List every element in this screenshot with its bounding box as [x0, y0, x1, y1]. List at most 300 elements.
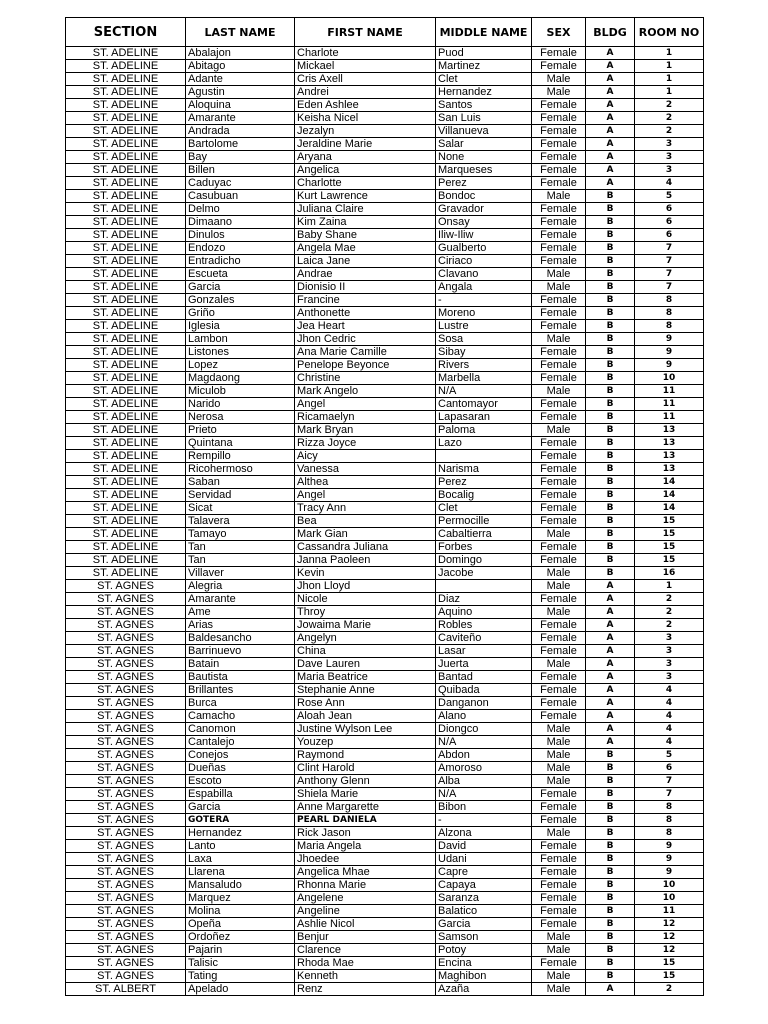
- first-name-cell: Ricamaelyn: [295, 411, 436, 424]
- bldg-cell: B: [586, 424, 635, 437]
- sex-cell: Female: [532, 619, 586, 632]
- sex-cell: Female: [532, 489, 586, 502]
- sex-cell: Male: [532, 528, 586, 541]
- table-row: [66, 866, 704, 879]
- table-body: [66, 47, 704, 996]
- last-name-cell: Canomon: [186, 723, 295, 736]
- bldg-cell: A: [586, 632, 635, 645]
- section-cell: ST. ADELINE: [66, 450, 186, 463]
- last-name-cell: Camacho: [186, 710, 295, 723]
- section-cell: ST. ADELINE: [66, 476, 186, 489]
- bldg-cell: B: [586, 840, 635, 853]
- first-name-cell: Angelica Mhae: [295, 866, 436, 879]
- bldg-cell: B: [586, 931, 635, 944]
- middle-name-cell: Marbella: [436, 372, 532, 385]
- bldg-cell: A: [586, 606, 635, 619]
- last-name-cell: Ordoñez: [186, 931, 295, 944]
- section-cell: ST. AGNES: [66, 710, 186, 723]
- table-row: [66, 645, 704, 658]
- section-cell: ST. ADELINE: [66, 268, 186, 281]
- middle-name-cell: Permocille: [436, 515, 532, 528]
- table-row: [66, 151, 704, 164]
- last-name-cell: Prieto: [186, 424, 295, 437]
- section-cell: ST. ADELINE: [66, 203, 186, 216]
- first-name-cell: Justine Wylson Lee: [295, 723, 436, 736]
- sex-cell: Female: [532, 151, 586, 164]
- first-name-cell: Clint Harold: [295, 762, 436, 775]
- sex-cell: Male: [532, 333, 586, 346]
- sex-cell: Female: [532, 840, 586, 853]
- middle-name-cell: N/A: [436, 788, 532, 801]
- middle-name-cell: Quibada: [436, 684, 532, 697]
- bldg-cell: B: [586, 203, 635, 216]
- first-name-cell: Jea Heart: [295, 320, 436, 333]
- section-cell: ST. ADELINE: [66, 346, 186, 359]
- first-name-cell: Stephanie Anne: [295, 684, 436, 697]
- first-name-cell: Baby Shane: [295, 229, 436, 242]
- last-name-cell: Abalajon: [186, 47, 295, 60]
- first-name-cell: Rose Ann: [295, 697, 436, 710]
- table-row: [66, 541, 704, 554]
- sex-cell: Female: [532, 437, 586, 450]
- last-name-cell: Villaver: [186, 567, 295, 580]
- section-cell: ST. AGNES: [66, 866, 186, 879]
- table-row: [66, 983, 704, 996]
- room-no-cell: 13: [635, 463, 704, 476]
- first-name-cell: Benjur: [295, 931, 436, 944]
- table-row: [66, 606, 704, 619]
- sex-cell: Female: [532, 814, 586, 827]
- bldg-cell: A: [586, 697, 635, 710]
- bldg-cell: B: [586, 853, 635, 866]
- middle-name-cell: Alba: [436, 775, 532, 788]
- section-cell: ST. ADELINE: [66, 424, 186, 437]
- section-cell: ST. AGNES: [66, 684, 186, 697]
- middle-name-cell: Cabaltierra: [436, 528, 532, 541]
- middle-name-cell: Caviteño: [436, 632, 532, 645]
- section-cell: ST. AGNES: [66, 658, 186, 671]
- middle-name-cell: Bocalig: [436, 489, 532, 502]
- table-row: [66, 736, 704, 749]
- room-no-cell: 3: [635, 658, 704, 671]
- bldg-cell: A: [586, 710, 635, 723]
- room-no-cell: 4: [635, 684, 704, 697]
- first-name-cell: Nicole: [295, 593, 436, 606]
- middle-name-cell: Clavano: [436, 268, 532, 281]
- table-row: [66, 385, 704, 398]
- room-no-cell: 6: [635, 203, 704, 216]
- room-no-cell: 8: [635, 307, 704, 320]
- sex-header: SEX: [532, 18, 586, 47]
- first-name-cell: Maria Beatrice: [295, 671, 436, 684]
- middle-name-cell: Abdon: [436, 749, 532, 762]
- room-no-cell: 7: [635, 788, 704, 801]
- room-no-cell: 2: [635, 606, 704, 619]
- first-name-cell: Vanessa: [295, 463, 436, 476]
- last-name-cell: Agustin: [186, 86, 295, 99]
- room-no-cell: 11: [635, 398, 704, 411]
- sex-cell: Female: [532, 892, 586, 905]
- last-name-cell: Narido: [186, 398, 295, 411]
- room-no-cell: 4: [635, 723, 704, 736]
- middle-name-cell: Moreno: [436, 307, 532, 320]
- first-name-cell: Andrae: [295, 268, 436, 281]
- section-cell: ST. ADELINE: [66, 177, 186, 190]
- room-no-cell: 1: [635, 580, 704, 593]
- table-row: [66, 788, 704, 801]
- room-no-cell: 7: [635, 255, 704, 268]
- middle-name-cell: Capre: [436, 866, 532, 879]
- last-name-cell: Rempillo: [186, 450, 295, 463]
- sex-cell: Female: [532, 372, 586, 385]
- section-cell: ST. ADELINE: [66, 567, 186, 580]
- section-cell: ST. AGNES: [66, 645, 186, 658]
- room-no-cell: 9: [635, 853, 704, 866]
- middle-name-cell: Lasar: [436, 645, 532, 658]
- first-name-cell: Juliana Claire: [295, 203, 436, 216]
- last-name-cell: Barrinuevo: [186, 645, 295, 658]
- table-row: [66, 281, 704, 294]
- sex-cell: Female: [532, 294, 586, 307]
- room-no-cell: 2: [635, 593, 704, 606]
- last-name-cell: Talavera: [186, 515, 295, 528]
- bldg-cell: B: [586, 489, 635, 502]
- bldg-cell: A: [586, 60, 635, 73]
- sex-cell: Female: [532, 957, 586, 970]
- last-name-cell: Lopez: [186, 359, 295, 372]
- first-name-cell: Rhonna Marie: [295, 879, 436, 892]
- table-row: [66, 242, 704, 255]
- bldg-cell: B: [586, 281, 635, 294]
- sex-cell: Male: [532, 931, 586, 944]
- room-no-cell: 6: [635, 216, 704, 229]
- middle-name-cell: Lustre: [436, 320, 532, 333]
- middle-name-cell: Bantad: [436, 671, 532, 684]
- sex-cell: Male: [532, 606, 586, 619]
- table-row: [66, 73, 704, 86]
- last-name-cell: Iglesia: [186, 320, 295, 333]
- middle-name-cell: Domingo: [436, 554, 532, 567]
- room-no-cell: 15: [635, 528, 704, 541]
- sex-cell: Female: [532, 645, 586, 658]
- sex-cell: Female: [532, 60, 586, 73]
- bldg-cell: A: [586, 580, 635, 593]
- section-cell: ST. ADELINE: [66, 151, 186, 164]
- first-name-cell: Cassandra Juliana: [295, 541, 436, 554]
- first-name-cell: Francine: [295, 294, 436, 307]
- section-cell: ST. AGNES: [66, 905, 186, 918]
- section-cell: ST. ADELINE: [66, 398, 186, 411]
- sex-cell: Female: [532, 788, 586, 801]
- first-name-cell: Andrei: [295, 86, 436, 99]
- bldg-cell: B: [586, 801, 635, 814]
- bldg-cell: A: [586, 645, 635, 658]
- middle-name-cell: Gravador: [436, 203, 532, 216]
- middle-name-cell: Rivers: [436, 359, 532, 372]
- room-no-cell: 11: [635, 385, 704, 398]
- middle-name-cell: Sibay: [436, 346, 532, 359]
- table-row: [66, 749, 704, 762]
- sex-cell: Female: [532, 697, 586, 710]
- sex-cell: Female: [532, 307, 586, 320]
- room-no-cell: 9: [635, 346, 704, 359]
- sex-cell: Female: [532, 398, 586, 411]
- middle-name-cell: Alano: [436, 710, 532, 723]
- last-name-cell: Tan: [186, 554, 295, 567]
- first-name-cell: Raymond: [295, 749, 436, 762]
- room-no-cell: 12: [635, 944, 704, 957]
- sex-cell: Female: [532, 918, 586, 931]
- bldg-cell: A: [586, 736, 635, 749]
- last-name-cell: Tamayo: [186, 528, 295, 541]
- last-name-cell: Ricohermoso: [186, 463, 295, 476]
- table-row: [66, 164, 704, 177]
- bldg-cell: B: [586, 359, 635, 372]
- last-name-cell: Dueñas: [186, 762, 295, 775]
- bldg-cell: B: [586, 762, 635, 775]
- table-row: [66, 918, 704, 931]
- bldg-cell: B: [586, 515, 635, 528]
- table-row: [66, 203, 704, 216]
- sex-cell: Male: [532, 723, 586, 736]
- table-row: [66, 268, 704, 281]
- first-name-cell: Aryana: [295, 151, 436, 164]
- bldg-cell: B: [586, 814, 635, 827]
- room-no-cell: 4: [635, 177, 704, 190]
- sex-cell: Male: [532, 567, 586, 580]
- middle-name-cell: Sosa: [436, 333, 532, 346]
- bldg-cell: B: [586, 749, 635, 762]
- section-cell: ST. ADELINE: [66, 86, 186, 99]
- middle-name-cell: Forbes: [436, 541, 532, 554]
- sex-cell: Female: [532, 164, 586, 177]
- first-name-cell: Angela Mae: [295, 242, 436, 255]
- last-name-cell: Mansaludo: [186, 879, 295, 892]
- section-cell: ST. ADELINE: [66, 60, 186, 73]
- sex-cell: Female: [532, 346, 586, 359]
- room-no-cell: 10: [635, 879, 704, 892]
- last-name-cell: Abitago: [186, 60, 295, 73]
- middle-name-cell: Puod: [436, 47, 532, 60]
- sex-cell: Male: [532, 970, 586, 983]
- middle-name-cell: Martinez: [436, 60, 532, 73]
- middle-name-cell: Hernandez: [436, 86, 532, 99]
- room-no-cell: 3: [635, 164, 704, 177]
- sex-cell: Female: [532, 47, 586, 60]
- table-row: [66, 47, 704, 60]
- bldg-cell: B: [586, 476, 635, 489]
- bldg-cell: A: [586, 658, 635, 671]
- table-row: [66, 476, 704, 489]
- room-no-cell: 9: [635, 840, 704, 853]
- table-row: [66, 593, 704, 606]
- first-name-cell: Mickael: [295, 60, 436, 73]
- middle-name-cell: Santos: [436, 99, 532, 112]
- section-cell: ST. ADELINE: [66, 73, 186, 86]
- bldg-cell: B: [586, 398, 635, 411]
- last-name-cell: Llarena: [186, 866, 295, 879]
- first-name-cell: Dave Lauren: [295, 658, 436, 671]
- section-cell: ST. ADELINE: [66, 489, 186, 502]
- first-name-cell: Jhon Cedric: [295, 333, 436, 346]
- table-row: [66, 372, 704, 385]
- first-name-cell: Kim Zaina: [295, 216, 436, 229]
- table-row: [66, 554, 704, 567]
- bldg-cell: B: [586, 502, 635, 515]
- bldg-cell: B: [586, 255, 635, 268]
- sex-cell: Male: [532, 775, 586, 788]
- bldg-cell: B: [586, 372, 635, 385]
- middle-name-cell: Narisma: [436, 463, 532, 476]
- section-cell: ST. ADELINE: [66, 190, 186, 203]
- middle-name-cell: Robles: [436, 619, 532, 632]
- table-row: [66, 931, 704, 944]
- section-cell: ST. ADELINE: [66, 554, 186, 567]
- first-name-cell: Anne Margarette: [295, 801, 436, 814]
- sex-cell: Female: [532, 476, 586, 489]
- first-name-cell: Aicy: [295, 450, 436, 463]
- middle-name-cell: Amoroso: [436, 762, 532, 775]
- last-name-cell: Griño: [186, 307, 295, 320]
- last-name-cell: Magdaong: [186, 372, 295, 385]
- last-name-cell: Brillantes: [186, 684, 295, 697]
- section-cell: ST. AGNES: [66, 697, 186, 710]
- table-row: [66, 502, 704, 515]
- table-row: [66, 814, 704, 827]
- last-name-cell: Delmo: [186, 203, 295, 216]
- table-row: [66, 294, 704, 307]
- sex-cell: Female: [532, 177, 586, 190]
- table-row: [66, 840, 704, 853]
- room-no-cell: 8: [635, 801, 704, 814]
- first-name-cell: Throy: [295, 606, 436, 619]
- table-row: [66, 177, 704, 190]
- room-no-cell: 13: [635, 450, 704, 463]
- sex-cell: Female: [532, 255, 586, 268]
- bldg-cell: A: [586, 138, 635, 151]
- first-name-cell: Keisha Nicel: [295, 112, 436, 125]
- section-cell: ST. AGNES: [66, 853, 186, 866]
- section-cell: ST. AGNES: [66, 931, 186, 944]
- section-cell: ST. ADELINE: [66, 502, 186, 515]
- middle-name-cell: Marqueses: [436, 164, 532, 177]
- sex-cell: Male: [532, 749, 586, 762]
- section-cell: ST. AGNES: [66, 619, 186, 632]
- middle-name-cell: Udani: [436, 853, 532, 866]
- last-name-cell: Quintana: [186, 437, 295, 450]
- table-row: [66, 684, 704, 697]
- middle-name-cell: Potoy: [436, 944, 532, 957]
- room-no-cell: 2: [635, 983, 704, 996]
- last-name-cell: Dinulos: [186, 229, 295, 242]
- table-row: [66, 398, 704, 411]
- room-no-cell: 1: [635, 47, 704, 60]
- first-name-cell: Anthonette: [295, 307, 436, 320]
- room-no-cell: 8: [635, 320, 704, 333]
- last-name-cell: Pajarin: [186, 944, 295, 957]
- table-row: [66, 255, 704, 268]
- sex-cell: Male: [532, 944, 586, 957]
- first-name-cell: Aloah Jean: [295, 710, 436, 723]
- section-cell: ST. AGNES: [66, 814, 186, 827]
- bldg-cell: B: [586, 788, 635, 801]
- section-cell: ST. ADELINE: [66, 372, 186, 385]
- room-no-cell: 3: [635, 151, 704, 164]
- bldg-cell: B: [586, 242, 635, 255]
- first-name-cell: Jhon Lloyd: [295, 580, 436, 593]
- section-cell: ST. AGNES: [66, 762, 186, 775]
- first-name-cell: Rick Jason: [295, 827, 436, 840]
- table-row: [66, 567, 704, 580]
- last-name-cell: Aloquina: [186, 99, 295, 112]
- sex-cell: Female: [532, 112, 586, 125]
- sex-cell: Male: [532, 73, 586, 86]
- first-name-cell: China: [295, 645, 436, 658]
- table-row: [66, 671, 704, 684]
- sex-cell: Male: [532, 736, 586, 749]
- room-no-cell: 12: [635, 931, 704, 944]
- last-name-cell: Espabilla: [186, 788, 295, 801]
- section-cell: ST. AGNES: [66, 892, 186, 905]
- last-name-cell: Bay: [186, 151, 295, 164]
- room-no-cell: 8: [635, 827, 704, 840]
- last-name-cell: Laxa: [186, 853, 295, 866]
- room-no-cell: 7: [635, 281, 704, 294]
- middle-name-cell: N/A: [436, 736, 532, 749]
- last-name-cell: Garcia: [186, 281, 295, 294]
- section-cell: ST. AGNES: [66, 580, 186, 593]
- room-no-cell: 6: [635, 229, 704, 242]
- room-no-cell: 7: [635, 242, 704, 255]
- first-name-cell: Rhoda Mae: [295, 957, 436, 970]
- middle-name-cell: Encina: [436, 957, 532, 970]
- table-row: [66, 528, 704, 541]
- table-row: [66, 775, 704, 788]
- last-name-cell: Baldesancho: [186, 632, 295, 645]
- last-name-header: LAST NAME: [186, 18, 295, 47]
- last-name-cell: Cantalejo: [186, 736, 295, 749]
- header-row: [66, 18, 704, 47]
- table-row: [66, 723, 704, 736]
- bldg-cell: A: [586, 86, 635, 99]
- table-row: [66, 580, 704, 593]
- first-name-cell: Ana Marie Camille: [295, 346, 436, 359]
- middle-name-cell: Lazo: [436, 437, 532, 450]
- table-row: [66, 229, 704, 242]
- first-name-cell: Angelyn: [295, 632, 436, 645]
- sex-cell: Female: [532, 203, 586, 216]
- table-row: [66, 697, 704, 710]
- first-name-cell: Tracy Ann: [295, 502, 436, 515]
- last-name-cell: Arias: [186, 619, 295, 632]
- sex-cell: Female: [532, 541, 586, 554]
- middle-name-cell: -: [436, 814, 532, 827]
- bldg-cell: B: [586, 866, 635, 879]
- section-cell: ST. ADELINE: [66, 463, 186, 476]
- last-name-cell: Andrada: [186, 125, 295, 138]
- last-name-cell: Lanto: [186, 840, 295, 853]
- table-row: [66, 307, 704, 320]
- sex-cell: Female: [532, 554, 586, 567]
- table-row: [66, 450, 704, 463]
- room-no-cell: 1: [635, 60, 704, 73]
- room-no-cell: 1: [635, 86, 704, 99]
- last-name-cell: Batain: [186, 658, 295, 671]
- table-row: [66, 879, 704, 892]
- section-cell: ST. ADELINE: [66, 333, 186, 346]
- section-cell: ST. AGNES: [66, 775, 186, 788]
- first-name-cell: Althea: [295, 476, 436, 489]
